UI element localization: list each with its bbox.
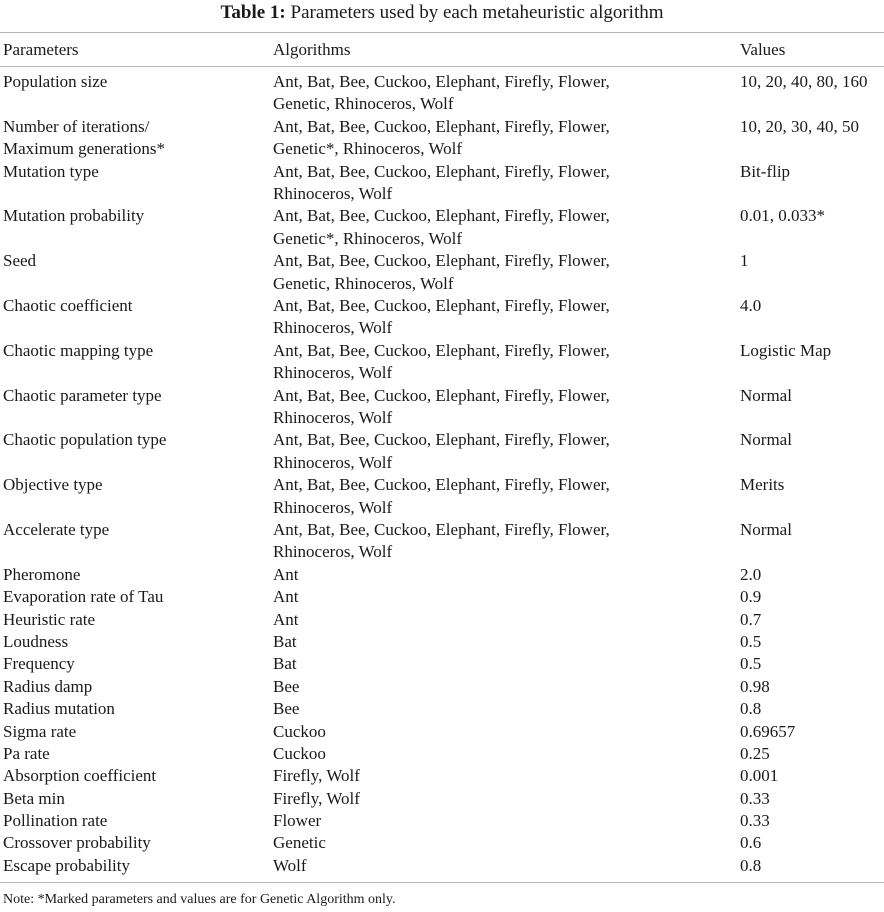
- value-cell: 0.7: [740, 609, 762, 629]
- table-body: [0, 71, 884, 879]
- algorithms-cell-line: Rhinoceros, Wolf: [273, 497, 393, 517]
- algorithms-cell-line: Firefly, Wolf: [273, 788, 360, 808]
- header-parameters: Parameters: [3, 40, 79, 59]
- algorithms-cell-line: Bee: [273, 699, 300, 719]
- algorithms-cell-line: Ant, Bat, Bee, Cuckoo, Elephant, Firefly, Flower,: [273, 72, 610, 91]
- algorithms-cell-line: Rhinoceros, Wolf: [273, 452, 393, 472]
- algorithms-cell-line: Rhinoceros, Wolf: [273, 318, 393, 338]
- algorithms-cell: [273, 810, 321, 832]
- table-caption: [0, 2, 884, 24]
- value-cell: 0.8: [740, 855, 762, 875]
- algorithms-cell: [273, 519, 610, 564]
- table-row: [0, 474, 884, 519]
- parameter-cell-line: Accelerate type: [3, 519, 110, 539]
- table-row: [0, 340, 884, 385]
- parameter-cell: [3, 586, 163, 608]
- value-cell: 0.69657: [740, 721, 796, 741]
- parameter-cell: [3, 676, 92, 698]
- algorithms-cell-line: Ant: [273, 564, 299, 584]
- parameter-cell-line: Evaporation rate of Tau: [3, 587, 164, 607]
- table-header-rule: [0, 66, 884, 67]
- algorithms-cell-line: Genetic, Rhinoceros, Wolf: [273, 273, 454, 293]
- parameter-cell-line: Objective type: [3, 475, 103, 495]
- algorithms-cell: [273, 116, 610, 161]
- parameter-cell: [3, 161, 99, 183]
- parameter-cell-line: Chaotic population type: [3, 430, 167, 450]
- value-cell: Bit-flip: [740, 161, 791, 181]
- table-row: [0, 385, 884, 430]
- algorithms-cell: [273, 586, 299, 608]
- parameter-cell-line: Chaotic parameter type: [3, 385, 162, 405]
- value-cell: 0.5: [740, 654, 762, 674]
- table-row: [0, 653, 884, 675]
- value-cell: 4.0: [740, 295, 762, 315]
- algorithms-cell: [273, 474, 610, 519]
- value-cell: Normal: [740, 519, 792, 539]
- parameter-cell: [3, 609, 95, 631]
- parameter-cell: [3, 855, 130, 877]
- table-row: [0, 698, 884, 720]
- algorithms-cell-line: Bat: [273, 654, 297, 674]
- value-cell: 0.6: [740, 833, 762, 853]
- algorithms-cell: [273, 385, 610, 430]
- value-cell: 0.98: [740, 676, 770, 696]
- algorithms-cell-line: Ant, Bat, Bee, Cuckoo, Elephant, Firefly, Flower,: [273, 161, 610, 181]
- algorithms-cell: [273, 295, 610, 340]
- algorithms-cell: [273, 743, 326, 765]
- value-cell: 0.25: [740, 743, 770, 763]
- algorithms-cell: [273, 698, 299, 720]
- parameter-cell: [3, 698, 115, 720]
- parameter-cell-line: Escape probability: [3, 855, 130, 875]
- parameter-cell: [3, 340, 153, 362]
- value-cell: 1: [740, 251, 749, 271]
- table-row: [0, 116, 884, 161]
- parameter-cell-line: Mutation type: [3, 161, 99, 181]
- table-row: [0, 832, 884, 854]
- algorithms-cell-line: Rhinoceros, Wolf: [273, 407, 393, 427]
- algorithms-cell: [273, 721, 326, 743]
- parameter-cell: [3, 205, 144, 227]
- parameter-cell: [3, 832, 151, 854]
- algorithms-cell: [273, 161, 610, 206]
- parameter-cell: [3, 564, 80, 586]
- algorithms-cell: [273, 71, 610, 116]
- algorithms-cell-line: Genetic: [273, 833, 326, 853]
- value-cell: 0.8: [740, 699, 762, 719]
- table-row: [0, 810, 884, 832]
- table-row: [0, 743, 884, 765]
- parameter-cell: [3, 295, 133, 317]
- algorithms-cell-line: Ant, Bat, Bee, Cuckoo, Elephant, Firefly, Flower,: [273, 475, 610, 495]
- value-cell: 0.33: [740, 811, 770, 831]
- table-row: [0, 250, 884, 295]
- caption-label: Table 1:: [220, 2, 286, 23]
- parameter-cell-line: Radius damp: [3, 676, 93, 696]
- parameter-cell-line: Maximum generations*: [3, 139, 165, 159]
- value-cell: 0.01, 0.033*: [740, 206, 825, 226]
- parameter-cell: [3, 743, 50, 765]
- table-row: [0, 564, 884, 586]
- table-row: [0, 429, 884, 474]
- algorithms-cell: [273, 250, 610, 295]
- parameter-cell-line: Beta min: [3, 788, 65, 808]
- caption-text: Parameters used by each metaheuristic algorithm: [290, 2, 664, 23]
- algorithms-cell: [273, 631, 297, 653]
- algorithms-cell: [273, 564, 299, 586]
- algorithms-cell-line: Cuckoo: [273, 743, 326, 763]
- parameter-cell-line: Number of iterations/: [3, 116, 150, 136]
- algorithms-cell-line: Rhinoceros, Wolf: [273, 363, 393, 383]
- algorithms-cell-line: Genetic*, Rhinoceros, Wolf: [273, 228, 463, 248]
- parameter-cell-line: Frequency: [3, 654, 75, 674]
- algorithms-cell: [273, 855, 307, 877]
- header-algorithms: Algorithms: [273, 40, 351, 59]
- table-row: [0, 855, 884, 877]
- algorithms-cell: [273, 205, 610, 250]
- parameter-cell: [3, 631, 68, 653]
- table-row: [0, 721, 884, 743]
- algorithms-cell-line: Flower: [273, 811, 322, 831]
- parameter-cell: [3, 429, 166, 451]
- parameter-cell: [3, 116, 165, 161]
- algorithms-cell: [273, 429, 610, 474]
- table-row: [0, 765, 884, 787]
- algorithms-cell-line: Ant: [273, 609, 299, 629]
- table-row: [0, 609, 884, 631]
- table-top-rule: [0, 32, 884, 33]
- parameter-cell-line: Loudness: [3, 631, 69, 651]
- table-row: [0, 205, 884, 250]
- value-cell: 0.001: [740, 766, 779, 786]
- parameter-cell-line: Heuristic rate: [3, 609, 96, 629]
- parameter-cell-line: Seed: [3, 251, 37, 271]
- algorithms-cell-line: Rhinoceros, Wolf: [273, 184, 393, 203]
- algorithms-cell-line: Ant, Bat, Bee, Cuckoo, Elephant, Firefly, Flower,: [273, 206, 610, 226]
- value-cell: Normal: [740, 385, 792, 405]
- parameter-cell: [3, 765, 156, 787]
- parameter-cell-line: Pa rate: [3, 743, 50, 763]
- parameter-cell: [3, 653, 75, 675]
- table-row: [0, 161, 884, 206]
- algorithms-cell: [273, 788, 360, 810]
- value-cell: 2.0: [740, 564, 762, 584]
- value-cell: Merits: [740, 475, 785, 495]
- table-row: [0, 519, 884, 564]
- parameter-cell-line: Mutation probability: [3, 206, 145, 226]
- value-cell: 10, 20, 40, 80, 160: [740, 72, 868, 91]
- value-cell: 10, 20, 30, 40, 50: [740, 116, 859, 136]
- value-cell: 0.9: [740, 587, 762, 607]
- table-bottom-rule: [0, 882, 884, 883]
- parameter-cell-line: Radius mutation: [3, 699, 115, 719]
- parameter-cell-line: Chaotic mapping type: [3, 340, 154, 360]
- algorithms-cell: [273, 609, 299, 631]
- algorithms-cell-line: Genetic, Rhinoceros, Wolf: [273, 94, 454, 114]
- parameter-cell: [3, 71, 107, 93]
- algorithms-cell-line: Ant, Bat, Bee, Cuckoo, Elephant, Firefly, Flower,: [273, 340, 610, 360]
- parameter-cell: [3, 788, 65, 810]
- table-row: [0, 676, 884, 698]
- parameter-cell-line: Sigma rate: [3, 721, 77, 741]
- parameter-cell: [3, 519, 109, 541]
- algorithms-cell-line: Firefly, Wolf: [273, 766, 360, 786]
- parameter-cell: [3, 250, 36, 272]
- parameter-cell-line: Pollination rate: [3, 811, 108, 831]
- algorithms-cell-line: Wolf: [273, 855, 307, 875]
- table-header: [0, 39, 884, 63]
- table-row: [0, 586, 884, 608]
- parameter-cell-line: Absorption coefficient: [3, 766, 157, 786]
- value-cell: Normal: [740, 430, 792, 450]
- algorithms-cell-line: Ant, Bat, Bee, Cuckoo, Elephant, Firefly, Flower,: [273, 385, 610, 405]
- parameter-cell-line: Crossover probability: [3, 833, 151, 853]
- value-cell: Logistic Map: [740, 340, 832, 360]
- algorithms-cell-line: Ant, Bat, Bee, Cuckoo, Elephant, Firefly, Flower,: [273, 430, 610, 450]
- algorithms-cell: [273, 676, 299, 698]
- parameter-cell-line: Population size: [3, 72, 108, 91]
- table-note: Note: *Marked parameters and values are for Genetic Algorithm only.: [3, 892, 396, 907]
- header-values: Values: [740, 40, 786, 59]
- algorithms-cell-line: Bee: [273, 676, 300, 696]
- algorithms-cell-line: Genetic*, Rhinoceros, Wolf: [273, 139, 463, 159]
- algorithms-cell-line: Ant, Bat, Bee, Cuckoo, Elephant, Firefly, Flower,: [273, 295, 610, 315]
- parameter-cell: [3, 721, 76, 743]
- algorithms-cell-line: Cuckoo: [273, 721, 326, 741]
- algorithms-cell-line: Ant, Bat, Bee, Cuckoo, Elephant, Firefly, Flower,: [273, 519, 610, 539]
- parameter-cell-line: Pheromone: [3, 564, 81, 584]
- algorithms-cell-line: Ant, Bat, Bee, Cuckoo, Elephant, Firefly, Flower,: [273, 251, 610, 271]
- algorithms-cell: [273, 832, 326, 854]
- algorithms-cell: [273, 765, 360, 787]
- algorithms-cell-line: Ant: [273, 587, 299, 607]
- value-cell: 0.33: [740, 788, 770, 808]
- algorithms-cell-line: Ant, Bat, Bee, Cuckoo, Elephant, Firefly, Flower,: [273, 116, 610, 136]
- parameter-cell: [3, 385, 162, 407]
- algorithms-cell-line: Bat: [273, 631, 297, 651]
- table-row: [0, 788, 884, 810]
- algorithms-cell-line: Rhinoceros, Wolf: [273, 542, 393, 562]
- table-row: [0, 631, 884, 653]
- parameter-cell-line: Chaotic coefficient: [3, 295, 133, 315]
- algorithms-cell: [273, 340, 610, 385]
- value-cell: 0.5: [740, 631, 762, 651]
- algorithms-cell: [273, 653, 297, 675]
- parameter-cell: [3, 474, 103, 496]
- parameter-cell: [3, 810, 107, 832]
- table-row: [0, 71, 884, 116]
- table-row: [0, 295, 884, 340]
